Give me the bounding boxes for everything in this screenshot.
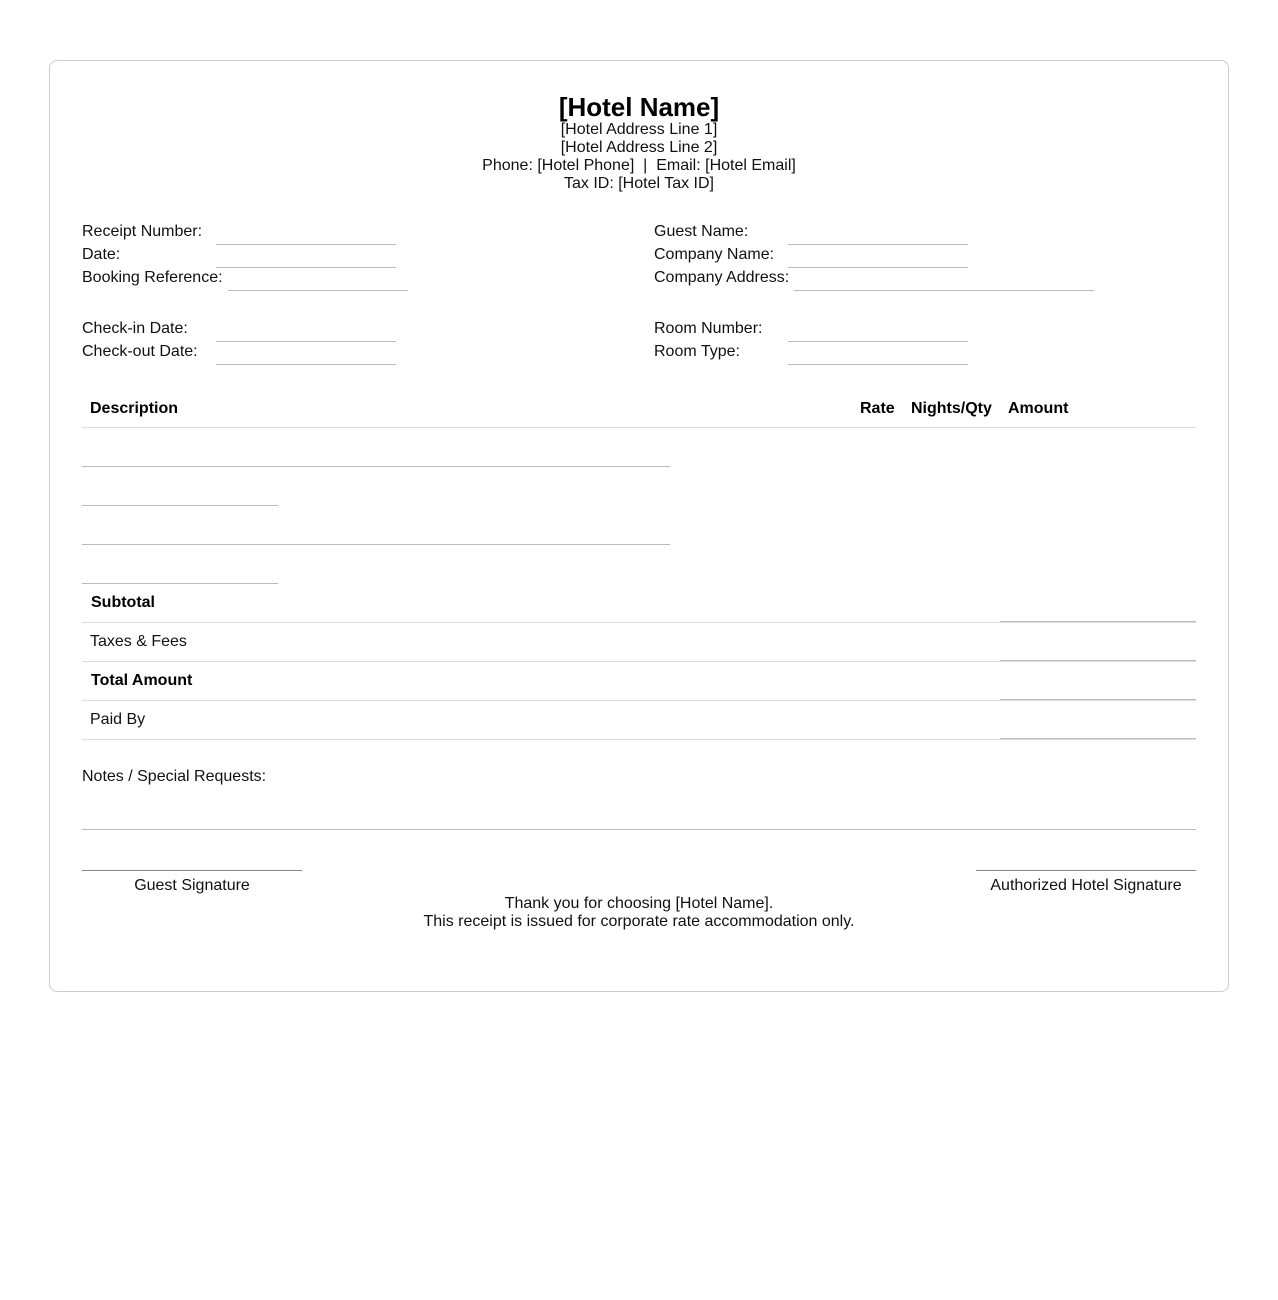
field-label: Company Name: — [654, 246, 775, 263]
signatures — [82, 870, 1196, 895]
hotel-contact: Phone: [Hotel Phone] | Email: [Hotel Email] — [482, 157, 796, 174]
guest-signature-line — [82, 870, 302, 895]
hotel-address-line-1: [Hotel Address Line 1] — [560, 121, 718, 138]
room-number-blank — [788, 317, 968, 342]
field-check-out-date — [82, 340, 624, 363]
field-label: Guest Name: — [654, 223, 749, 240]
notes-blank-line — [82, 786, 1196, 830]
field-label: Check-in Date: — [82, 320, 188, 337]
field-guest-name — [654, 220, 1196, 243]
room-type-blank — [788, 340, 968, 365]
field-date — [82, 243, 624, 266]
field-label: Date: — [82, 246, 121, 263]
summary-row-paid-by — [82, 701, 1196, 740]
receipt-footer — [82, 895, 1196, 931]
notes-section — [82, 768, 1196, 830]
check-in-date-blank — [216, 317, 396, 342]
subtotal-amount-blank — [1000, 584, 1196, 622]
date-blank — [216, 243, 396, 268]
total-amount-label: Total Amount — [91, 672, 193, 689]
column-header-description: Description — [90, 400, 179, 417]
notes-label: Notes / Special Requests: — [82, 768, 267, 785]
field-company-name — [654, 243, 1196, 266]
stay-room-info — [82, 317, 1196, 363]
hotel-header — [82, 93, 1196, 193]
table-row — [82, 428, 1196, 467]
field-label: Room Number: — [654, 320, 763, 337]
table-row — [82, 467, 1196, 506]
taxes-fees-label: Taxes & Fees — [90, 633, 187, 650]
field-label: Room Type: — [654, 343, 740, 360]
field-receipt-number — [82, 220, 624, 243]
field-label: Receipt Number: — [82, 223, 203, 240]
taxes-fees-amount-blank — [1000, 623, 1196, 661]
receipt-container — [49, 60, 1229, 992]
table-row — [82, 545, 1196, 584]
booking-reference-blank — [228, 266, 408, 291]
field-room-type — [654, 340, 1196, 363]
items-table — [82, 391, 1196, 740]
items-table-header — [82, 391, 1196, 428]
field-company-address — [654, 266, 1196, 289]
hotel-signature-line — [976, 870, 1196, 895]
footer-thank-you: Thank you for choosing [Hotel Name]. — [504, 895, 774, 912]
subtotal-label: Subtotal — [91, 594, 155, 611]
hotel-tax-id: Tax ID: [Hotel Tax ID] — [564, 175, 714, 192]
paid-by-label: Paid By — [90, 711, 146, 728]
guest-name-blank — [788, 220, 968, 245]
paid-by-blank — [1000, 701, 1196, 739]
receipt-guest-info — [82, 220, 1196, 289]
receipt-details — [82, 220, 624, 289]
stay-details — [82, 317, 624, 363]
table-row — [82, 506, 1196, 545]
check-out-date-blank — [216, 340, 396, 365]
guest-details — [654, 220, 1196, 289]
footer-disclaimer: This receipt is issued for corporate rate accommodation only. — [423, 913, 855, 930]
field-label: Check-out Date: — [82, 343, 198, 360]
field-room-number — [654, 317, 1196, 340]
company-address-blank — [794, 266, 1094, 291]
receipt-number-blank — [216, 220, 396, 245]
hotel-signature-label: Authorized Hotel Signature — [990, 877, 1182, 894]
column-header-nights-qty: Nights/Qty — [911, 400, 992, 417]
hotel-address-line-2: [Hotel Address Line 2] — [560, 139, 718, 156]
column-header-rate: Rate — [860, 400, 895, 417]
field-booking-reference — [82, 266, 624, 289]
summary-row-total-amount — [82, 662, 1196, 701]
total-amount-blank — [1000, 662, 1196, 700]
column-header-amount: Amount — [1008, 400, 1069, 417]
field-label: Company Address: — [654, 269, 790, 286]
company-name-blank — [788, 243, 968, 268]
summary-row-subtotal — [82, 584, 1196, 623]
hotel-name: [Hotel Name] — [558, 92, 720, 122]
summary-row-taxes-fees — [82, 623, 1196, 662]
guest-signature-label: Guest Signature — [134, 877, 250, 894]
room-details — [654, 317, 1196, 363]
field-check-in-date — [82, 317, 624, 340]
field-label: Booking Reference: — [82, 269, 223, 286]
